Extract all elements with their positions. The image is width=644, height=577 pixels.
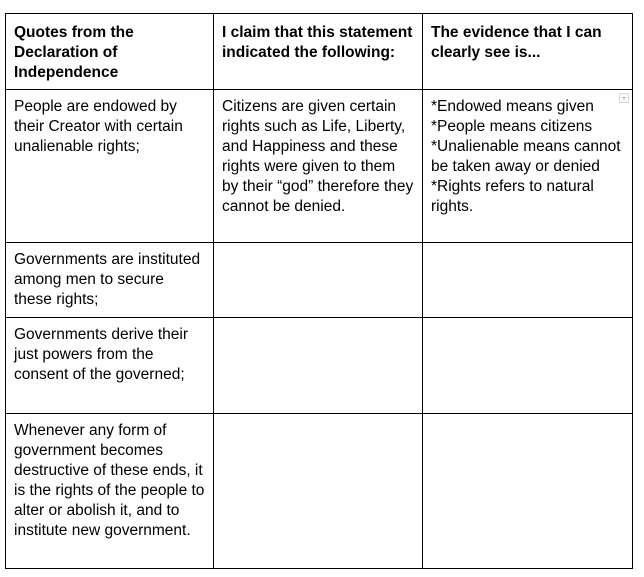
header-evidence: The evidence that I can clearly see is... xyxy=(423,14,633,90)
evidence-line: *People means citizens xyxy=(431,118,593,135)
evidence-cell[interactable] xyxy=(423,90,633,243)
quote-cell[interactable]: Governments derive their just powers from the consent of the governed; xyxy=(6,318,214,414)
claim-cell[interactable] xyxy=(214,414,423,569)
claim-cell[interactable] xyxy=(214,243,423,318)
evidence-table xyxy=(5,13,633,569)
cell-dropdown-icon[interactable] xyxy=(619,93,629,103)
claim-cell[interactable] xyxy=(214,318,423,414)
quote-cell[interactable]: Governments are instituted among men to secure these rights; xyxy=(6,243,214,318)
table-row xyxy=(6,90,633,243)
table-row xyxy=(6,414,633,569)
table-row xyxy=(6,243,633,318)
evidence-cell[interactable] xyxy=(423,414,633,569)
evidence-line: *Endowed means given xyxy=(431,98,594,115)
header-quotes: Quotes from the Declaration of Independence xyxy=(6,14,214,90)
evidence-cell[interactable] xyxy=(423,243,633,318)
table-row xyxy=(6,318,633,414)
claim-cell[interactable]: Citizens are given certain rights such as Life, Liberty, and Happiness and these rights were given to them by their “god” therefore they cannot be denied. xyxy=(214,90,423,243)
header-row xyxy=(6,14,633,90)
evidence-line: *Unalienable means cannot be taken away or denied xyxy=(431,138,621,175)
header-claim: I claim that this statement indicated the following: xyxy=(214,14,423,90)
evidence-cell[interactable] xyxy=(423,318,633,414)
evidence-line: *Rights refers to natural rights. xyxy=(431,178,594,215)
quote-cell[interactable]: People are endowed by their Creator with certain unalienable rights; xyxy=(6,90,214,243)
quote-cell[interactable]: Whenever any form of government becomes destructive of these ends, it is the rights of the people to alter or abolish it, and to institute new government. xyxy=(6,414,214,569)
